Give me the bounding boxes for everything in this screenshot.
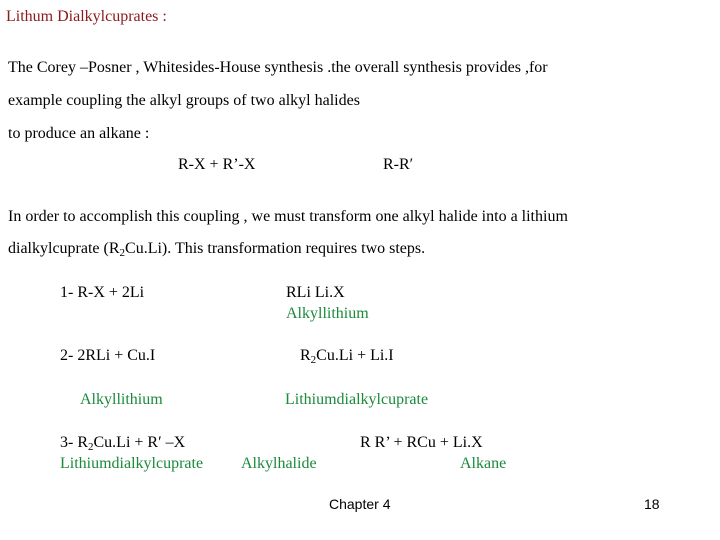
step3-reactants (60, 435, 185, 451)
step3-label-alkane: Alkane (460, 455, 507, 472)
transform-line-2-sub: 2 (119, 247, 126, 259)
step1-reactants: 1- R-X + 2Li (60, 284, 145, 301)
footer-page-number: 18 (644, 496, 660, 512)
transform-line-2-post: Cu.Li). This transformation requires two steps. (125, 240, 426, 257)
step2-products (300, 348, 394, 364)
footer-chapter: Chapter 4 (329, 496, 391, 512)
step1-label-alkyllithium: Alkyllithium (286, 305, 369, 322)
overall-product: R-R′ (383, 156, 414, 173)
step2-label-cuprate: Lithiumdialkylcuprate (285, 391, 429, 408)
intro-line-1: The Corey –Posner , Whitesides-House synthesis .the overall synthesis provides ,for (8, 59, 548, 76)
step2-products-post: Cu.Li + Li.I (316, 347, 394, 364)
step2-products-sub: 2 (310, 354, 317, 366)
page-title: Lithum Dialkylcuprates : (6, 8, 167, 25)
step3-label-cuprate: Lithiumdialkylcuprate (60, 455, 204, 472)
transform-line-2 (8, 241, 425, 257)
step2-products-pre: R (300, 347, 311, 364)
intro-line-3: to produce an alkane : (8, 125, 150, 142)
transform-line-2-pre: dialkylcuprate (R (8, 240, 120, 257)
step3-reactants-post: Cu.Li + R′ –X (93, 434, 186, 451)
step3-reactants-sub: 2 (88, 441, 94, 453)
transform-line-1: In order to accomplish this coupling , we must transform one alkyl halide into a lithium (8, 208, 568, 225)
step3-label-alkylhalide: Alkylhalide (241, 455, 317, 472)
step3-reactants-pre: 3- R (60, 434, 88, 451)
step3-products: R R’ + RCu + Li.X (360, 434, 483, 451)
step2-reactants: 2- 2RLi + Cu.I (60, 347, 156, 364)
step2-label-alkyllithium: Alkyllithium (80, 391, 163, 408)
intro-line-2: example coupling the alkyl groups of two alkyl halides (8, 92, 360, 109)
step1-products: RLi Li.X (286, 284, 345, 301)
overall-reactants: R-X + R’-X (178, 156, 256, 173)
